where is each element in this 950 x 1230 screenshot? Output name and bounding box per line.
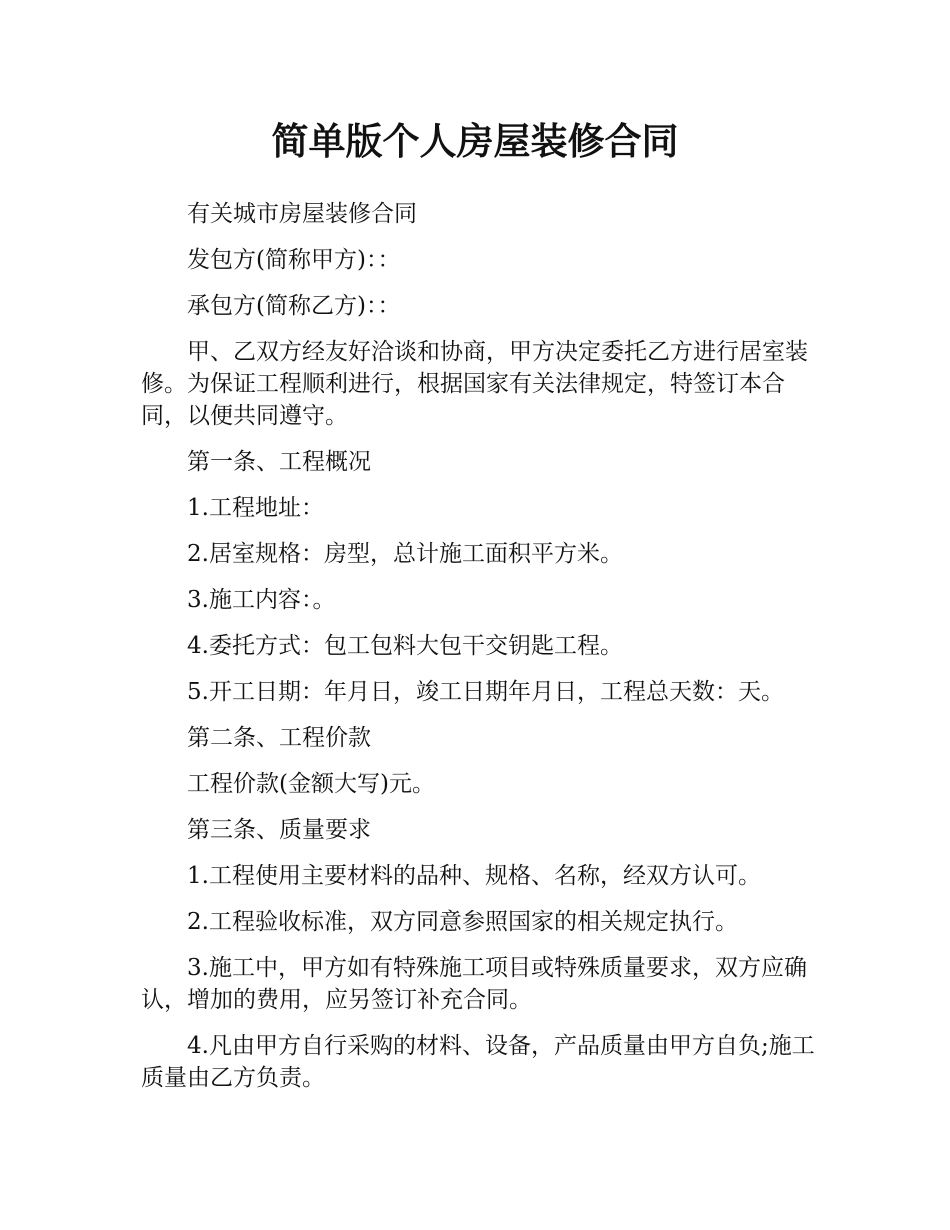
document-body (141, 198, 817, 1108)
clause-3-1: 1.工程使用主要材料的品种、规格、名称，经双方认可。 (187, 863, 761, 889)
clause-3-3: 3.施工中，甲方如有特殊施工项目或特殊质量要求，双方应确认，增加的费用，应另签订补充合同。 (141, 955, 807, 1013)
section-heading-2: 第二条、工程价款 (187, 725, 371, 751)
paragraph-heading-intro: 有关城市房屋装修合同 (187, 201, 417, 227)
clause-1-3: 3.施工内容：。 (187, 587, 336, 613)
document-title: 简单版个人房屋装修合同 (271, 120, 679, 163)
clause-1-1: 1.工程地址： (187, 495, 324, 521)
clause-3-4: 4.凡由甲方自行采购的材料、设备，产品质量由甲方自负;施工质量由乙方负责。 (141, 1033, 815, 1091)
clause-1-2: 2.居室规格：房型，总计施工面积平方米。 (187, 541, 623, 567)
paragraph-preamble: 甲、乙双方经友好洽谈和协商，甲方决定委托乙方进行居室装修。为保证工程顺利进行，根据国家有关法律规定，特签订本合同，以便共同遵守。 (141, 339, 808, 429)
paragraph-party-b: 承包方(简称乙方)：： (187, 293, 401, 319)
section-heading-1: 第一条、工程概况 (187, 449, 371, 475)
clause-1-5: 5.开工日期：年月日，竣工日期年月日，工程总天数：天。 (187, 679, 784, 705)
clause-1-4: 4.委托方式：包工包料大包干交钥匙工程。 (187, 633, 623, 659)
clause-3-2: 2.工程验收标准，双方同意参照国家的相关规定执行。 (187, 909, 738, 935)
section-heading-3: 第三条、质量要求 (187, 817, 371, 843)
clause-2-1: 工程价款(金额大写)元。 (187, 771, 435, 797)
paragraph-party-a: 发包方(简称甲方)：： (187, 247, 401, 273)
